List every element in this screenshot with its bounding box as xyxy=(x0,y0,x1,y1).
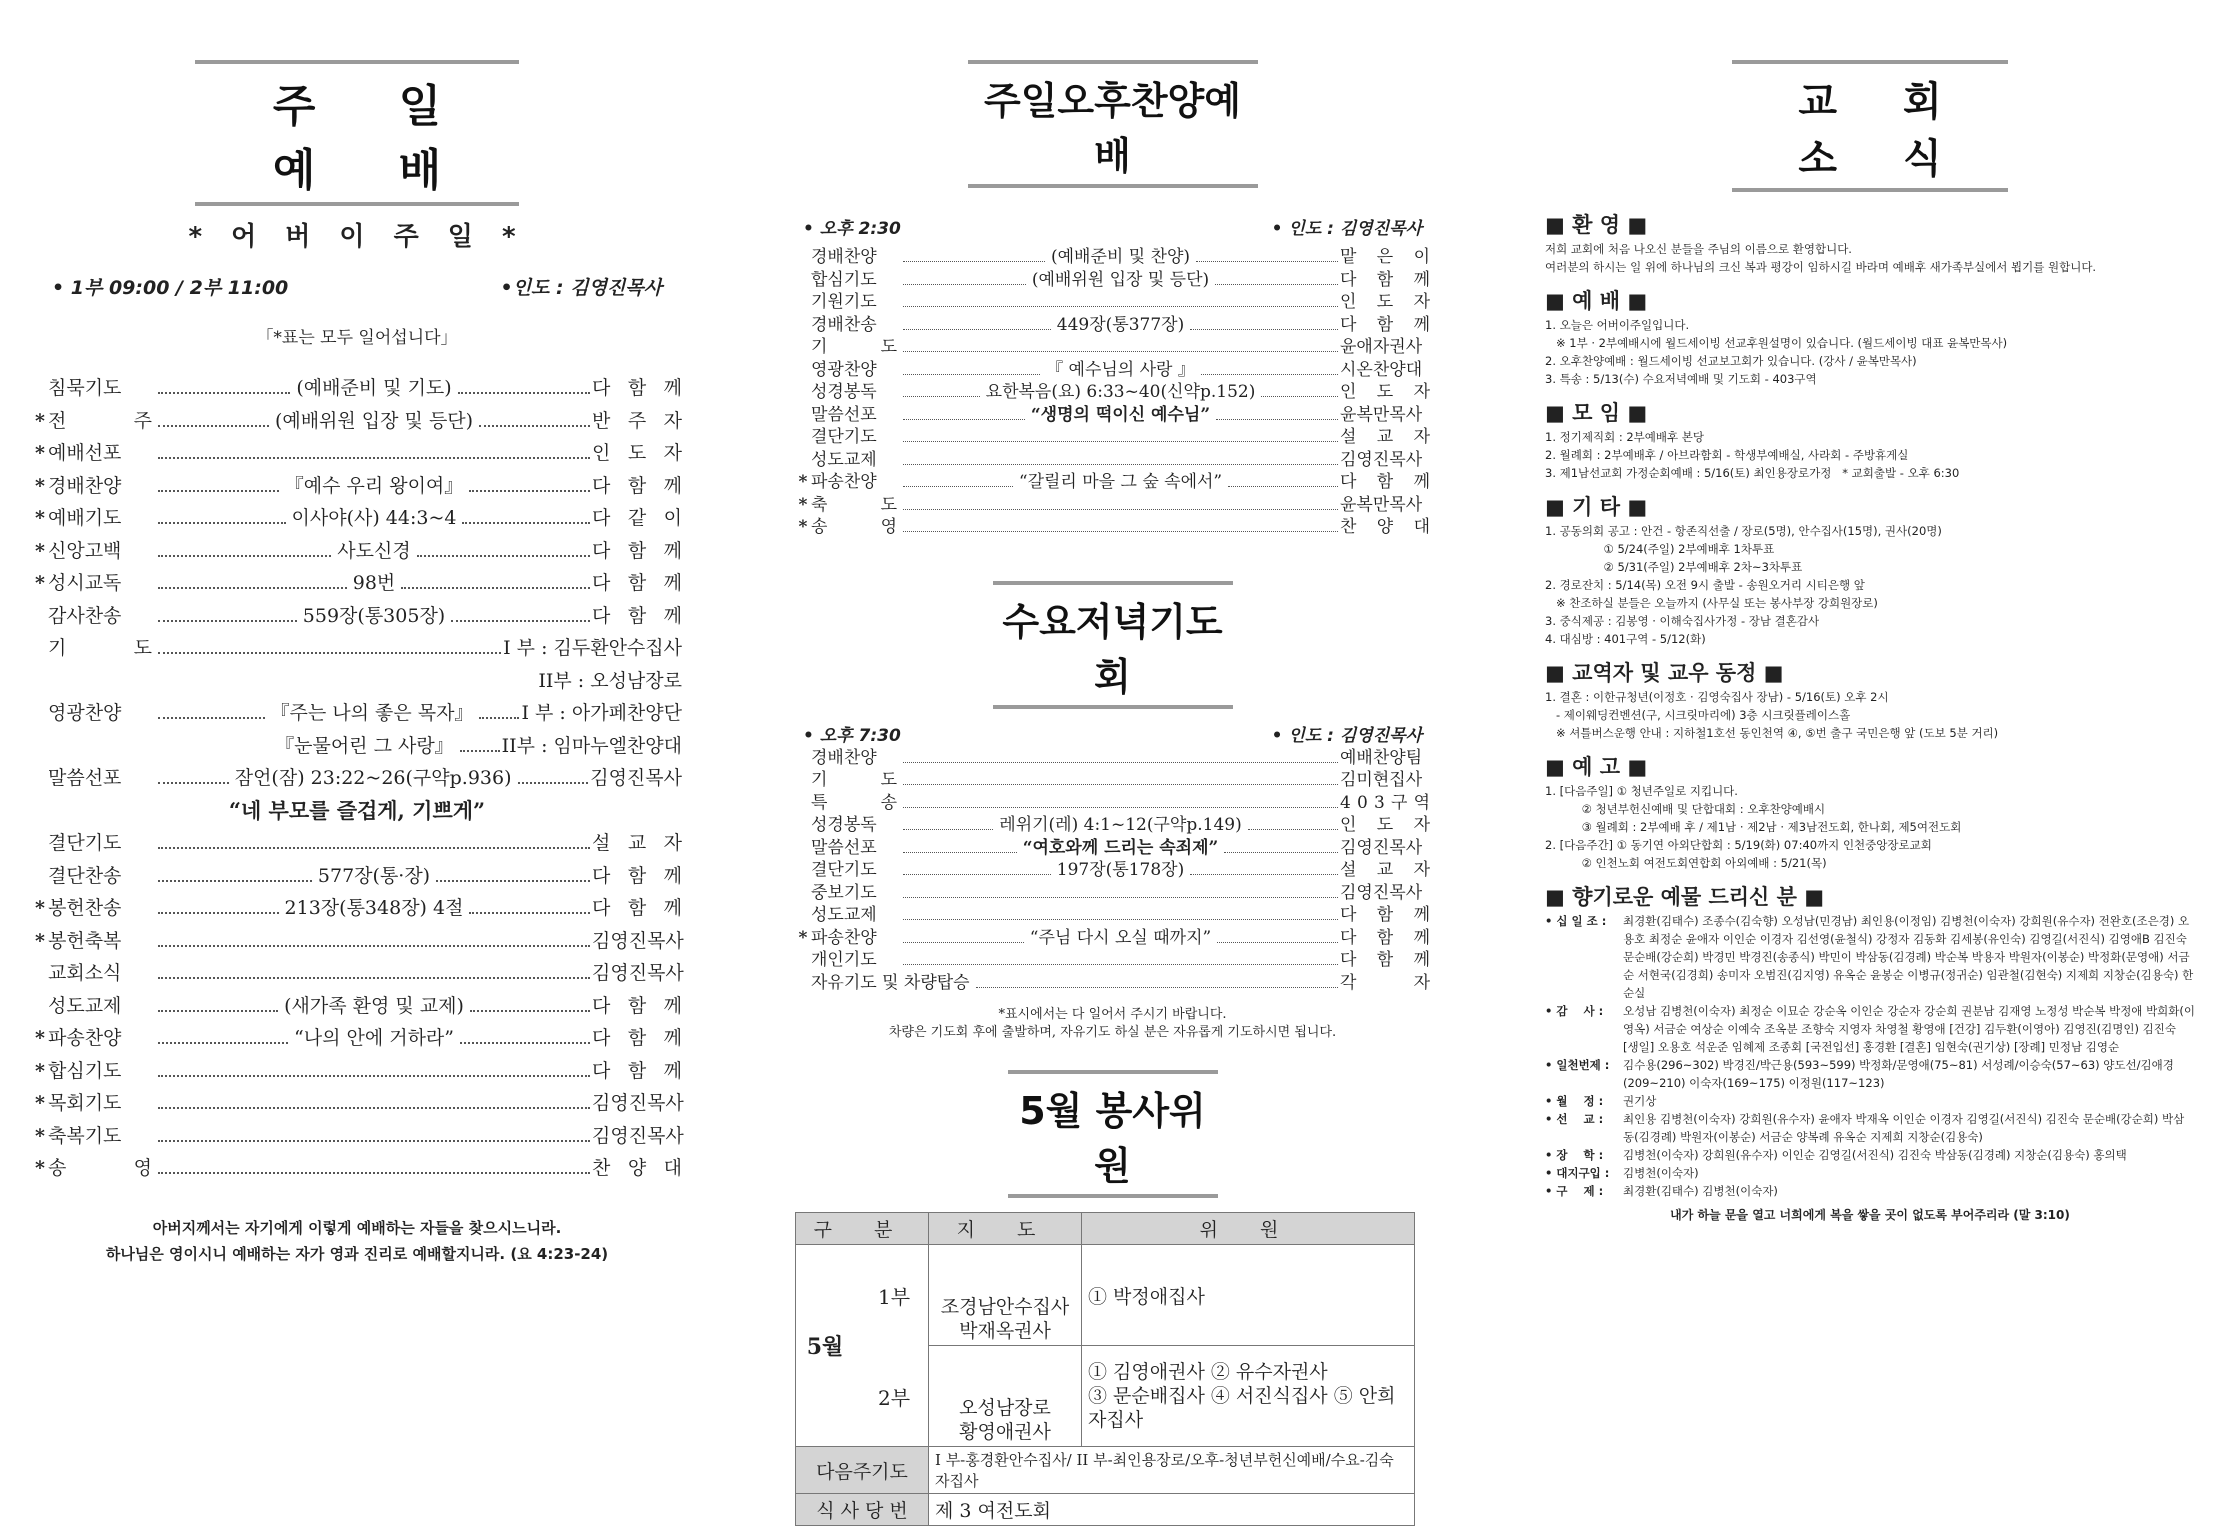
news-line: 3. 중식제공 : 김봉영 · 이해숙집사가정 - 장남 결혼감사 xyxy=(1545,614,1820,628)
service-item-label: 축복기도 xyxy=(48,1124,122,1147)
offering-names: 김병천(이숙자) 강희원(유수자) 이인순 김영길(서진식) 김진숙 박삼동(김경례) 지창순(김용숙) 홍의택 xyxy=(1623,1148,2127,1162)
service-row xyxy=(795,404,1430,427)
afternoon-column xyxy=(795,0,1430,1526)
offering-names: 최인용 김병천(이숙자) 강희원(유수자) 윤애자 박재옥 이인순 이경자 김영길(서진식) 김진숙 문순배(강순희) 박삼동(김경례) 박원자(이봉순) 서금순 양복례 유옥순 지제희 지창순(김용숙) xyxy=(1623,1112,2185,1144)
service-item-label: 개인기도 xyxy=(811,950,877,970)
service-item-label: 성도교제 xyxy=(811,449,877,470)
offering-row xyxy=(1545,1146,2195,1164)
service-row xyxy=(795,269,1430,292)
etc-heading: ■ 기 타 ■ xyxy=(1545,495,1648,519)
service-row xyxy=(795,904,1430,927)
service-item-label: 파송찬양 xyxy=(811,927,877,948)
service-item-person: 윤복만목사 xyxy=(1340,404,1423,425)
volunteer-table xyxy=(795,1212,1415,1526)
service-item-label: 성경봉독 xyxy=(811,815,877,835)
service-item-person: 다 함 께 xyxy=(592,1059,682,1082)
service-item-label: 결단찬송 xyxy=(48,864,122,887)
stand-marker: * xyxy=(35,539,45,562)
service-row xyxy=(795,769,1430,792)
offering-row xyxy=(1545,1092,2195,1110)
stand-marker: * xyxy=(35,929,45,952)
part2-members-2: ③ 문순배집사 ④ 서진식집사 ⑤ 안희자집사 xyxy=(1088,1385,1396,1431)
meal-duty-label: 식 사 당 번 xyxy=(796,1494,929,1526)
stand-marker: * xyxy=(35,1059,45,1082)
service-item-label: 기 도 xyxy=(811,770,897,790)
service-row xyxy=(32,1055,682,1088)
service-row xyxy=(795,246,1430,269)
service-item-label: 경배찬양 xyxy=(811,247,877,267)
glory-choir-1: I 부 : 아가페찬양단 xyxy=(521,702,682,724)
service-item-label: 자유기도 및 차량탑승 xyxy=(811,972,970,993)
service-item-label: 합심기도 xyxy=(811,269,877,290)
wednesday-notes xyxy=(795,1004,1430,1044)
welcome-section xyxy=(1545,240,2195,276)
service-item-person: 다 함 께 xyxy=(1340,950,1430,970)
service-item-person: 다 함 께 xyxy=(1340,905,1430,925)
service-row xyxy=(32,990,682,1023)
prayer-second: II부 : 오성남장로 xyxy=(538,669,682,692)
service-item-person: 설 교 자 xyxy=(1340,860,1430,880)
service-item-label: 봉헌찬송 xyxy=(48,897,122,919)
service-item-label: 예배선포 xyxy=(48,442,122,464)
service-item-person: 김영진목사 xyxy=(592,1092,684,1114)
next-prayer-value: I 부-홍경환안수집사/ II 부-최인용장로/오후-청년부헌신예배/수요-김숙자집사 xyxy=(929,1447,1415,1494)
service-row xyxy=(32,567,682,600)
service-row xyxy=(32,502,682,535)
service-row xyxy=(32,925,682,958)
service-item-person: 4 0 3 구 역 xyxy=(1340,792,1430,813)
service-item-label: 기원기도 xyxy=(811,292,877,312)
service-row xyxy=(32,372,682,405)
service-row xyxy=(32,405,682,438)
service-row xyxy=(795,972,1430,995)
offering-category: • 월 정 : xyxy=(1545,1094,1604,1108)
news-line: 1. 공동의회 공고 : 안건 - 항존직선출 / 장로(5명), 안수집사(15명), 권사(20명) xyxy=(1545,524,1942,538)
news-line: 2. [다음주간] ① 동기연 아외단합회 : 5/19(화) 07:40까지 인천중앙장로교회 xyxy=(1545,838,1932,852)
service-item-person: 예배찬양팀 xyxy=(1340,747,1423,768)
news-line: ※ 찬조하실 분들은 오늘까지 (사무실 또는 봉사부장 강희원장로) xyxy=(1545,596,1878,610)
service-item-person: 반 주 자 xyxy=(592,409,683,432)
news-line: ※ 셔틀버스운행 안내 : 지하철1호선 동인천역 ④, ⑤번 출구 국민은행 앞 (도보 5분 거리) xyxy=(1545,726,1999,740)
news-line: 저희 교회에 처음 나오신 분들을 주님의 이름으로 환영합니다. xyxy=(1545,242,1852,256)
news-line: ③ 월례회 : 2부예배 후 / 제1남 · 제2남 · 제3남전도회, 한나회, 제5여전도회 xyxy=(1545,820,1962,834)
service-item-person: 윤복만목사 xyxy=(1340,494,1423,515)
service-item-label: 파송찬양 xyxy=(811,472,877,492)
service-item-label: 성시교독 xyxy=(48,572,122,594)
service-item-label: 결단기도 xyxy=(811,427,877,447)
service-item-label: 교회소식 xyxy=(48,962,122,984)
service-item-label: 성도교제 xyxy=(811,905,877,925)
stand-marker: * xyxy=(35,409,45,432)
service-row xyxy=(795,336,1430,359)
offering-names: 김수용(296~302) 박경진/박근용(593~599) 박정화/문영애(75~81) 서성례/이승숙(57~63) 양도선/김애경(209~210) 이숙자(169~175) 이정원(117~123) xyxy=(1623,1058,2174,1090)
service-item-label: 송 영 xyxy=(811,517,897,537)
service-item-label: 결단기도 xyxy=(48,832,122,854)
news-line: 3. 제1남선교회 가정순회예배 : 5/16(토) 최인용장로가정 * 교회출발 - 오후 6:30 xyxy=(1545,466,1960,480)
glory-row-2 xyxy=(32,730,682,763)
offering-category: • 구 제 : xyxy=(1545,1184,1604,1198)
prayer-first: I 부 : 김두환안수집사 xyxy=(503,637,682,659)
part1-lead xyxy=(877,1245,1082,1346)
part1-members: ① 박정애집사 xyxy=(1082,1245,1415,1346)
stand-marker: * xyxy=(35,1092,45,1114)
staff-section xyxy=(1545,688,2195,742)
offering-names: 최경환(김태수) 김병천(이숙자) xyxy=(1623,1184,1778,1198)
notice-section xyxy=(1545,782,2195,872)
service-row xyxy=(795,471,1430,494)
service-item-person: 다 함 께 xyxy=(592,897,682,919)
service-item-detail: 요한복음(요) 6:33~40(신약p.152) xyxy=(985,382,1256,402)
news-line: 1. 정기제직회 : 2부예배후 본당 xyxy=(1545,430,1704,444)
afternoon-info-row xyxy=(795,208,1430,240)
part2-label: 2부 xyxy=(877,1386,911,1410)
service-item-person: 설 교 자 xyxy=(1340,427,1430,447)
news-line: 여러분의 하시는 일 위에 하나님의 크신 복과 평강이 임하시길 바라며 예배후 새가족부실에서 뵙기를 원합니다. xyxy=(1545,260,2097,274)
service-item-detail: (예배준비 및 찬양) xyxy=(1050,247,1191,267)
service-item-person: 다 함 께 xyxy=(592,474,682,497)
news-line: - 제이웨딩컨벤션(구, 시크릿마리에) 3층 시크릿플레이스홀 xyxy=(1545,708,1851,722)
service-item-detail: 『 예수님의 사랑 』 xyxy=(1046,359,1195,380)
offering-category: • 십 일 조 : xyxy=(1545,914,1607,928)
news-line: ※ 1부 · 2부예배시에 월드세이빙 선교후원설명이 있습니다. (월드세이빙 대표 윤복만목사) xyxy=(1545,336,2008,350)
service-item-person: 인 도 자 xyxy=(1340,292,1430,312)
service-row xyxy=(32,1120,682,1153)
news-line: ① 5/24(주일) 2부예배후 1차투표 xyxy=(1545,542,1775,556)
service-item-person: 찬 양 대 xyxy=(1340,517,1430,537)
offering-names: 오성남 김병천(이숙자) 최정순 이묘순 강순옥 이인순 강순자 강순희 권분남 김재영 노정성 박순복 박정애 박희화(이영옥) 서금순 여상순 이예숙 조옥분 조향숙 지영자 차영철 황영애 [건강] 김두환(이영아) 김영진(김명인) 김진숙 [생일] 오용호 석운준 임혜제 조종회 [국전입선] 홍경환 [결혼] 임현숙(권기상) [장례] 민정남 김영순 xyxy=(1623,1004,2195,1054)
wednesday-title: 수요저녁기도회 xyxy=(993,581,1233,709)
service-row xyxy=(32,957,682,990)
note-stand: *표시에서는 다 일어서 주시기 바랍니다. xyxy=(998,1007,1227,1022)
offering-category: • 일천번제 : xyxy=(1545,1058,1610,1072)
service-item-detail: 98번 xyxy=(352,572,396,594)
service-row xyxy=(32,600,682,633)
next-prayer-label: 다음주기도 xyxy=(796,1447,929,1494)
service-row xyxy=(795,837,1430,860)
service-row xyxy=(795,426,1430,449)
service-row xyxy=(795,516,1430,539)
service-item-label: 침묵기도 xyxy=(48,377,122,399)
service-row xyxy=(32,437,682,470)
glory-choir-2: II부 : 임마누엘찬양대 xyxy=(501,734,682,757)
service-item-person: 설 교 자 xyxy=(592,832,682,854)
news-line: 4. 대심방 : 401구역 - 5/12(화) xyxy=(1545,632,1706,646)
meeting-section xyxy=(1545,428,2195,482)
service-item-person: 각 자 xyxy=(1340,972,1430,993)
header-members: 위 원 xyxy=(1082,1213,1415,1245)
stand-marker: * xyxy=(35,507,45,529)
service-row xyxy=(795,859,1430,882)
service-item-label: 송 영 xyxy=(48,1157,152,1179)
service-item-person: 인 도 자 xyxy=(1340,815,1430,835)
sermon-preacher: 김영진목사 xyxy=(590,767,682,789)
service-item-label: 감사찬송 xyxy=(48,604,122,627)
service-item-label: 합심기도 xyxy=(48,1059,122,1082)
header-division: 구 분 xyxy=(796,1213,929,1245)
wednesday-time: • 오후 7:30 xyxy=(803,725,901,746)
offering-row xyxy=(1545,912,2195,1002)
service-item-person: 김미현집사 xyxy=(1340,770,1423,790)
service-item-person: 다 함 께 xyxy=(592,539,683,562)
offering-category: • 선 교 : xyxy=(1545,1112,1604,1126)
news-line: 3. 특송 : 5/13(수) 수요저녁예배 및 기도회 - 403구역 xyxy=(1545,372,1817,386)
service-row xyxy=(32,535,682,568)
service-item-label: 중보기도 xyxy=(811,882,877,903)
glory-song-2: 『눈물어린 그 사랑』 xyxy=(275,734,454,757)
table-row xyxy=(796,1494,1415,1526)
news-line: 2. 경로잔치 : 5/14(목) 오전 9시 출발 - 송원오거리 시티은행 앞 xyxy=(1545,578,1865,592)
prayer-row-2 xyxy=(32,665,682,698)
note-vehicle: 차량은 기도회 후에 출발하며, 자유기도 하실 분은 자유롭게 기도하시면 됩니다. xyxy=(888,1025,1337,1040)
sunday-worship-title: 주 일 예 배 xyxy=(195,60,519,206)
service-item-detail: 577장(통·장) xyxy=(317,864,431,887)
service-row xyxy=(795,949,1430,972)
service-row xyxy=(795,814,1430,837)
service-item-person: 다 함 께 xyxy=(592,604,683,627)
service-item-label: 목회기도 xyxy=(48,1092,122,1114)
service-row xyxy=(795,494,1430,517)
service-item-label: 경배찬송 xyxy=(811,314,877,335)
afternoon-time: • 오후 2:30 xyxy=(803,219,901,239)
service-item-person: 다 함 께 xyxy=(592,572,682,594)
prayer-row xyxy=(32,632,682,665)
service-item-detail: 449장(통377장) xyxy=(1056,314,1185,335)
service-item-detail: 213장(통348장) 4절 xyxy=(284,897,464,919)
service-item-detail: “주님 다시 오실 때까지” xyxy=(1029,927,1212,948)
service-item-person: 김영진목사 xyxy=(592,962,684,984)
welcome-heading: ■ 환 영 ■ xyxy=(1545,213,1648,237)
service-item-person: 김영진목사 xyxy=(1340,449,1423,470)
service-item-detail: 『예수 우리 왕이여』 xyxy=(284,474,464,497)
service-item-person: 시온찬양대 xyxy=(1340,359,1423,380)
wednesday-order xyxy=(795,747,1430,995)
offering-names: 권기상 xyxy=(1623,1094,1657,1108)
meal-duty-value: 제 3 여전도회 xyxy=(929,1494,1415,1526)
service-item-detail: 559장(통305장) xyxy=(302,604,446,627)
service-row xyxy=(32,892,682,925)
offering-category: • 감 사 : xyxy=(1545,1004,1604,1018)
service-item-detail: 이사야(사) 44:3~4 xyxy=(291,507,457,529)
service-item-person: 다 함 께 xyxy=(592,994,682,1017)
service-item-person: 다 함 께 xyxy=(1340,269,1430,290)
volunteer-title: 5월 봉사위원 xyxy=(1008,1070,1218,1198)
service-item-detail: 레위기(레) 4:1~12(구약p.149) xyxy=(999,815,1242,835)
service-row xyxy=(795,792,1430,815)
offering-row xyxy=(1545,1110,2195,1146)
malachi-verse: 내가 하늘 문을 열고 너희에게 복을 쌓을 곳이 없도록 부어주리라 (말 3:10) xyxy=(1670,1208,2070,1222)
verse-line-1: 아버지께서는 자기에게 이렇게 예배하는 자들을 찾으시느니라. xyxy=(152,1218,562,1237)
wednesday-leader: • 인도 : 김영진목사 xyxy=(1271,725,1422,746)
stand-marker: * xyxy=(35,1124,45,1147)
service-item-label: 특 송 xyxy=(811,792,897,813)
offering-row xyxy=(1545,1182,2195,1200)
afternoon-leader: • 인도 : 김영진목사 xyxy=(1271,219,1422,239)
service-item-label: 결단기도 xyxy=(811,860,877,880)
church-news-column xyxy=(1545,0,2195,1223)
news-line: 1. 결혼 : 이한규청년(이정호 · 김영숙집사 장남) - 5/16(토) 오후 2시 xyxy=(1545,690,1889,704)
sermon-title: “네 부모를 즐겁게, 기쁘게” xyxy=(228,797,486,823)
service-item-detail: “여호와께 드리는 속죄제” xyxy=(1022,837,1219,858)
service-item-detail: “나의 안에 거하라” xyxy=(294,1027,454,1049)
worship-info-row xyxy=(32,267,682,299)
service-row xyxy=(795,449,1430,472)
service-row xyxy=(32,1087,682,1120)
service-row xyxy=(32,1152,682,1185)
service-item-person: 김영진목사 xyxy=(592,929,684,952)
sunday-subtitle: * 어 버 이 주 일 * xyxy=(188,222,526,252)
service-item-person: 다 함 께 xyxy=(592,377,683,399)
service-item-detail: (예배위원 입장 및 등단) xyxy=(1031,269,1210,290)
part2-members-1: ① 김영애권사 ② 유수자권사 xyxy=(1088,1361,1328,1383)
service-item-label: 경배찬양 xyxy=(48,474,122,497)
prayer-label: 기 도 xyxy=(48,637,152,659)
service-item-detail: “생명의 떡이신 예수님” xyxy=(1030,404,1211,425)
service-item-person: 김영진목사 xyxy=(1340,837,1423,858)
offering-heading: ■ 향기로운 예물 드리신 분 ■ xyxy=(1545,885,1825,909)
service-item-label: 신앙고백 xyxy=(48,539,122,562)
service-item-person: 맡 은 이 xyxy=(1340,247,1430,267)
part1-label: 1부 xyxy=(877,1285,911,1309)
etc-section xyxy=(1545,522,2195,648)
order-of-service-part2 xyxy=(32,827,682,1185)
service-row xyxy=(32,827,682,860)
service-row xyxy=(32,470,682,503)
service-item-detail: (새가족 환영 및 교제) xyxy=(284,994,464,1017)
sunday-worship-column xyxy=(32,0,682,1267)
news-line: 2. 오후찬양예배 : 월드세이빙 선교보고회가 있습니다. (강사 / 윤복만목사) xyxy=(1545,354,1917,368)
offering-row xyxy=(1545,1056,2195,1092)
offering-category: • 대지구입 : xyxy=(1545,1166,1610,1180)
service-row xyxy=(32,860,682,893)
service-row xyxy=(795,927,1430,950)
table-row xyxy=(796,1447,1415,1494)
service-item-detail: “갈릴리 마을 그 숲 속에서” xyxy=(1018,472,1223,492)
worship-heading: ■ 예 배 ■ xyxy=(1545,289,1648,313)
service-item-person: 다 함 께 xyxy=(592,864,683,887)
service-item-person: 김영진목사 xyxy=(1340,882,1423,903)
offering-names: 최경환(김태수) 조종수(김숙향) 오성남(민경남) 최인용(이정임) 김병천(이숙자) 강희원(유수자) 전완호(조은경) 오용호 최정순 윤애자 이인순 이경자 김선영(윤철식) 강정자 김동화 김세봉(유인숙) 김영길(서진식) 김영애B 김진숙 문순배(강순희) 박경민 박경진(송종식) 박민이 박삼동(김경례) 박순복 박용자 박원자(이봉순) 박정화(문영애) 서금순 서현국(김경희) 송미자 오범진(김지영) 유옥순 윤봉순 이병규(정귀순) 임관철(김현숙) 지제희 지창순(김용숙) 한순실 xyxy=(1623,914,2194,1000)
staff-heading: ■ 교역자 및 교우 동정 ■ xyxy=(1545,661,1784,685)
service-item-person: 다 함 께 xyxy=(1340,927,1430,948)
service-item-label: 예배기도 xyxy=(48,507,122,529)
service-row xyxy=(795,747,1430,770)
offering-row xyxy=(1545,1164,2195,1182)
offering-row xyxy=(1545,1002,2195,1056)
service-item-person: 윤애자권사 xyxy=(1340,337,1423,357)
stand-note: 「*표는 모두 일어섭니다」 xyxy=(256,328,458,348)
stand-marker: * xyxy=(35,897,45,919)
service-item-label: 기 도 xyxy=(811,337,897,357)
news-line: ② 인천노회 여전도회연합회 아외예배 : 5/21(목) xyxy=(1545,856,1827,870)
john-verse xyxy=(32,1215,682,1267)
glory-song-1: 『주는 나의 좋은 목자』 xyxy=(270,702,474,724)
wednesday-info-row xyxy=(795,715,1430,747)
stand-marker: * xyxy=(798,927,808,948)
service-item-person: 다 함 께 xyxy=(592,1027,683,1049)
service-item-detail: 197장(통178장) xyxy=(1056,860,1185,880)
news-line: 1. [다음주일] ① 청년주일로 지킵니다. xyxy=(1545,784,1738,798)
part1-lead-names: 조경남안수집사 박재옥권사 xyxy=(940,1296,1070,1342)
service-row xyxy=(795,359,1430,382)
service-item-person: 다 같 이 xyxy=(592,507,682,529)
service-item-label: 파송찬양 xyxy=(48,1027,122,1049)
service-item-label: 경배찬양 xyxy=(811,747,877,768)
news-line: 1. 오늘은 어버이주일입니다. xyxy=(1545,318,1690,332)
news-line: ② 5/31(주일) 2부예배후 2차~3차투표 xyxy=(1545,560,1803,574)
service-item-person: 인 도 자 xyxy=(1340,382,1430,402)
sermon-scripture: 잠언(잠) 23:22~26(구약p.936) xyxy=(234,767,512,789)
month-label: 5월 xyxy=(806,1334,844,1360)
glory-label: 영광찬양 xyxy=(48,702,122,724)
service-row xyxy=(795,381,1430,404)
service-item-label: 전 주 xyxy=(48,409,152,432)
service-row xyxy=(795,314,1430,337)
sermon-row xyxy=(32,762,682,795)
service-item-person: 찬 양 대 xyxy=(592,1157,682,1179)
stand-marker: * xyxy=(798,517,808,537)
notice-heading: ■ 예 고 ■ xyxy=(1545,755,1648,779)
part2-lead-names: 오성남장로 황영애권사 xyxy=(959,1397,1051,1443)
stand-marker: * xyxy=(798,494,808,515)
service-row xyxy=(795,291,1430,314)
service-item-person: 다 함 께 xyxy=(1340,314,1430,335)
service-item-label: 말씀선포 xyxy=(811,404,877,425)
table-row xyxy=(796,1245,1415,1346)
church-news-title: 교 회 소 식 xyxy=(1732,60,2008,192)
part2-lead xyxy=(877,1346,1082,1447)
meeting-heading: ■ 모 임 ■ xyxy=(1545,401,1648,425)
header-lead: 지 도 xyxy=(929,1213,1082,1245)
worship-leader: •인도 : 김영진목사 xyxy=(500,277,662,299)
service-item-label: 성도교제 xyxy=(48,994,122,1017)
afternoon-worship-title: 주일오후찬양예배 xyxy=(968,60,1258,188)
offering-category: • 장 학 : xyxy=(1545,1148,1604,1162)
stand-marker: * xyxy=(35,1157,45,1179)
news-line: ② 청년부헌신예배 및 단합대회 : 오후찬양예배시 xyxy=(1545,802,1826,816)
sermon-label: 말씀선포 xyxy=(48,767,122,789)
order-of-service-part1 xyxy=(32,372,682,632)
service-item-detail: (예배준비 및 기도) xyxy=(296,377,452,399)
service-item-detail: 사도신경 xyxy=(337,539,411,562)
news-line: 2. 월례회 : 2부예배후 / 아브라함회 - 학생부예배실, 사라회 - 주방휴게실 xyxy=(1545,448,1909,462)
part2-members xyxy=(1082,1346,1415,1447)
service-item-person: 인 도 자 xyxy=(592,442,682,464)
stand-marker: * xyxy=(35,572,45,594)
stand-marker: * xyxy=(35,474,45,497)
service-item-label: 영광찬양 xyxy=(811,359,877,380)
stand-marker: * xyxy=(35,442,45,464)
service-item-label: 축 도 xyxy=(811,494,897,515)
service-row xyxy=(32,1022,682,1055)
service-row xyxy=(795,882,1430,905)
offering-section xyxy=(1545,912,2195,1200)
stand-marker: * xyxy=(798,472,808,492)
worship-times: • 1부 09:00 / 2부 11:00 xyxy=(52,277,289,299)
afternoon-order xyxy=(795,246,1430,539)
service-item-label: 성경봉독 xyxy=(811,382,877,402)
offering-names: 김병천(이숙자) xyxy=(1623,1166,1699,1180)
service-item-label: 봉헌축복 xyxy=(48,929,122,952)
service-item-label: 말씀선포 xyxy=(811,837,877,858)
service-item-person: 김영진목사 xyxy=(592,1124,684,1147)
verse-line-2: 하나님은 영이시니 예배하는 자가 영과 진리로 예배할지니라. (요 4:23-24) xyxy=(105,1244,609,1263)
service-item-detail: (예배위원 입장 및 등단) xyxy=(274,409,474,432)
glory-row xyxy=(32,697,682,730)
stand-marker: * xyxy=(35,1027,45,1049)
worship-section xyxy=(1545,316,2195,388)
service-item-person: 다 함 께 xyxy=(1340,472,1430,492)
